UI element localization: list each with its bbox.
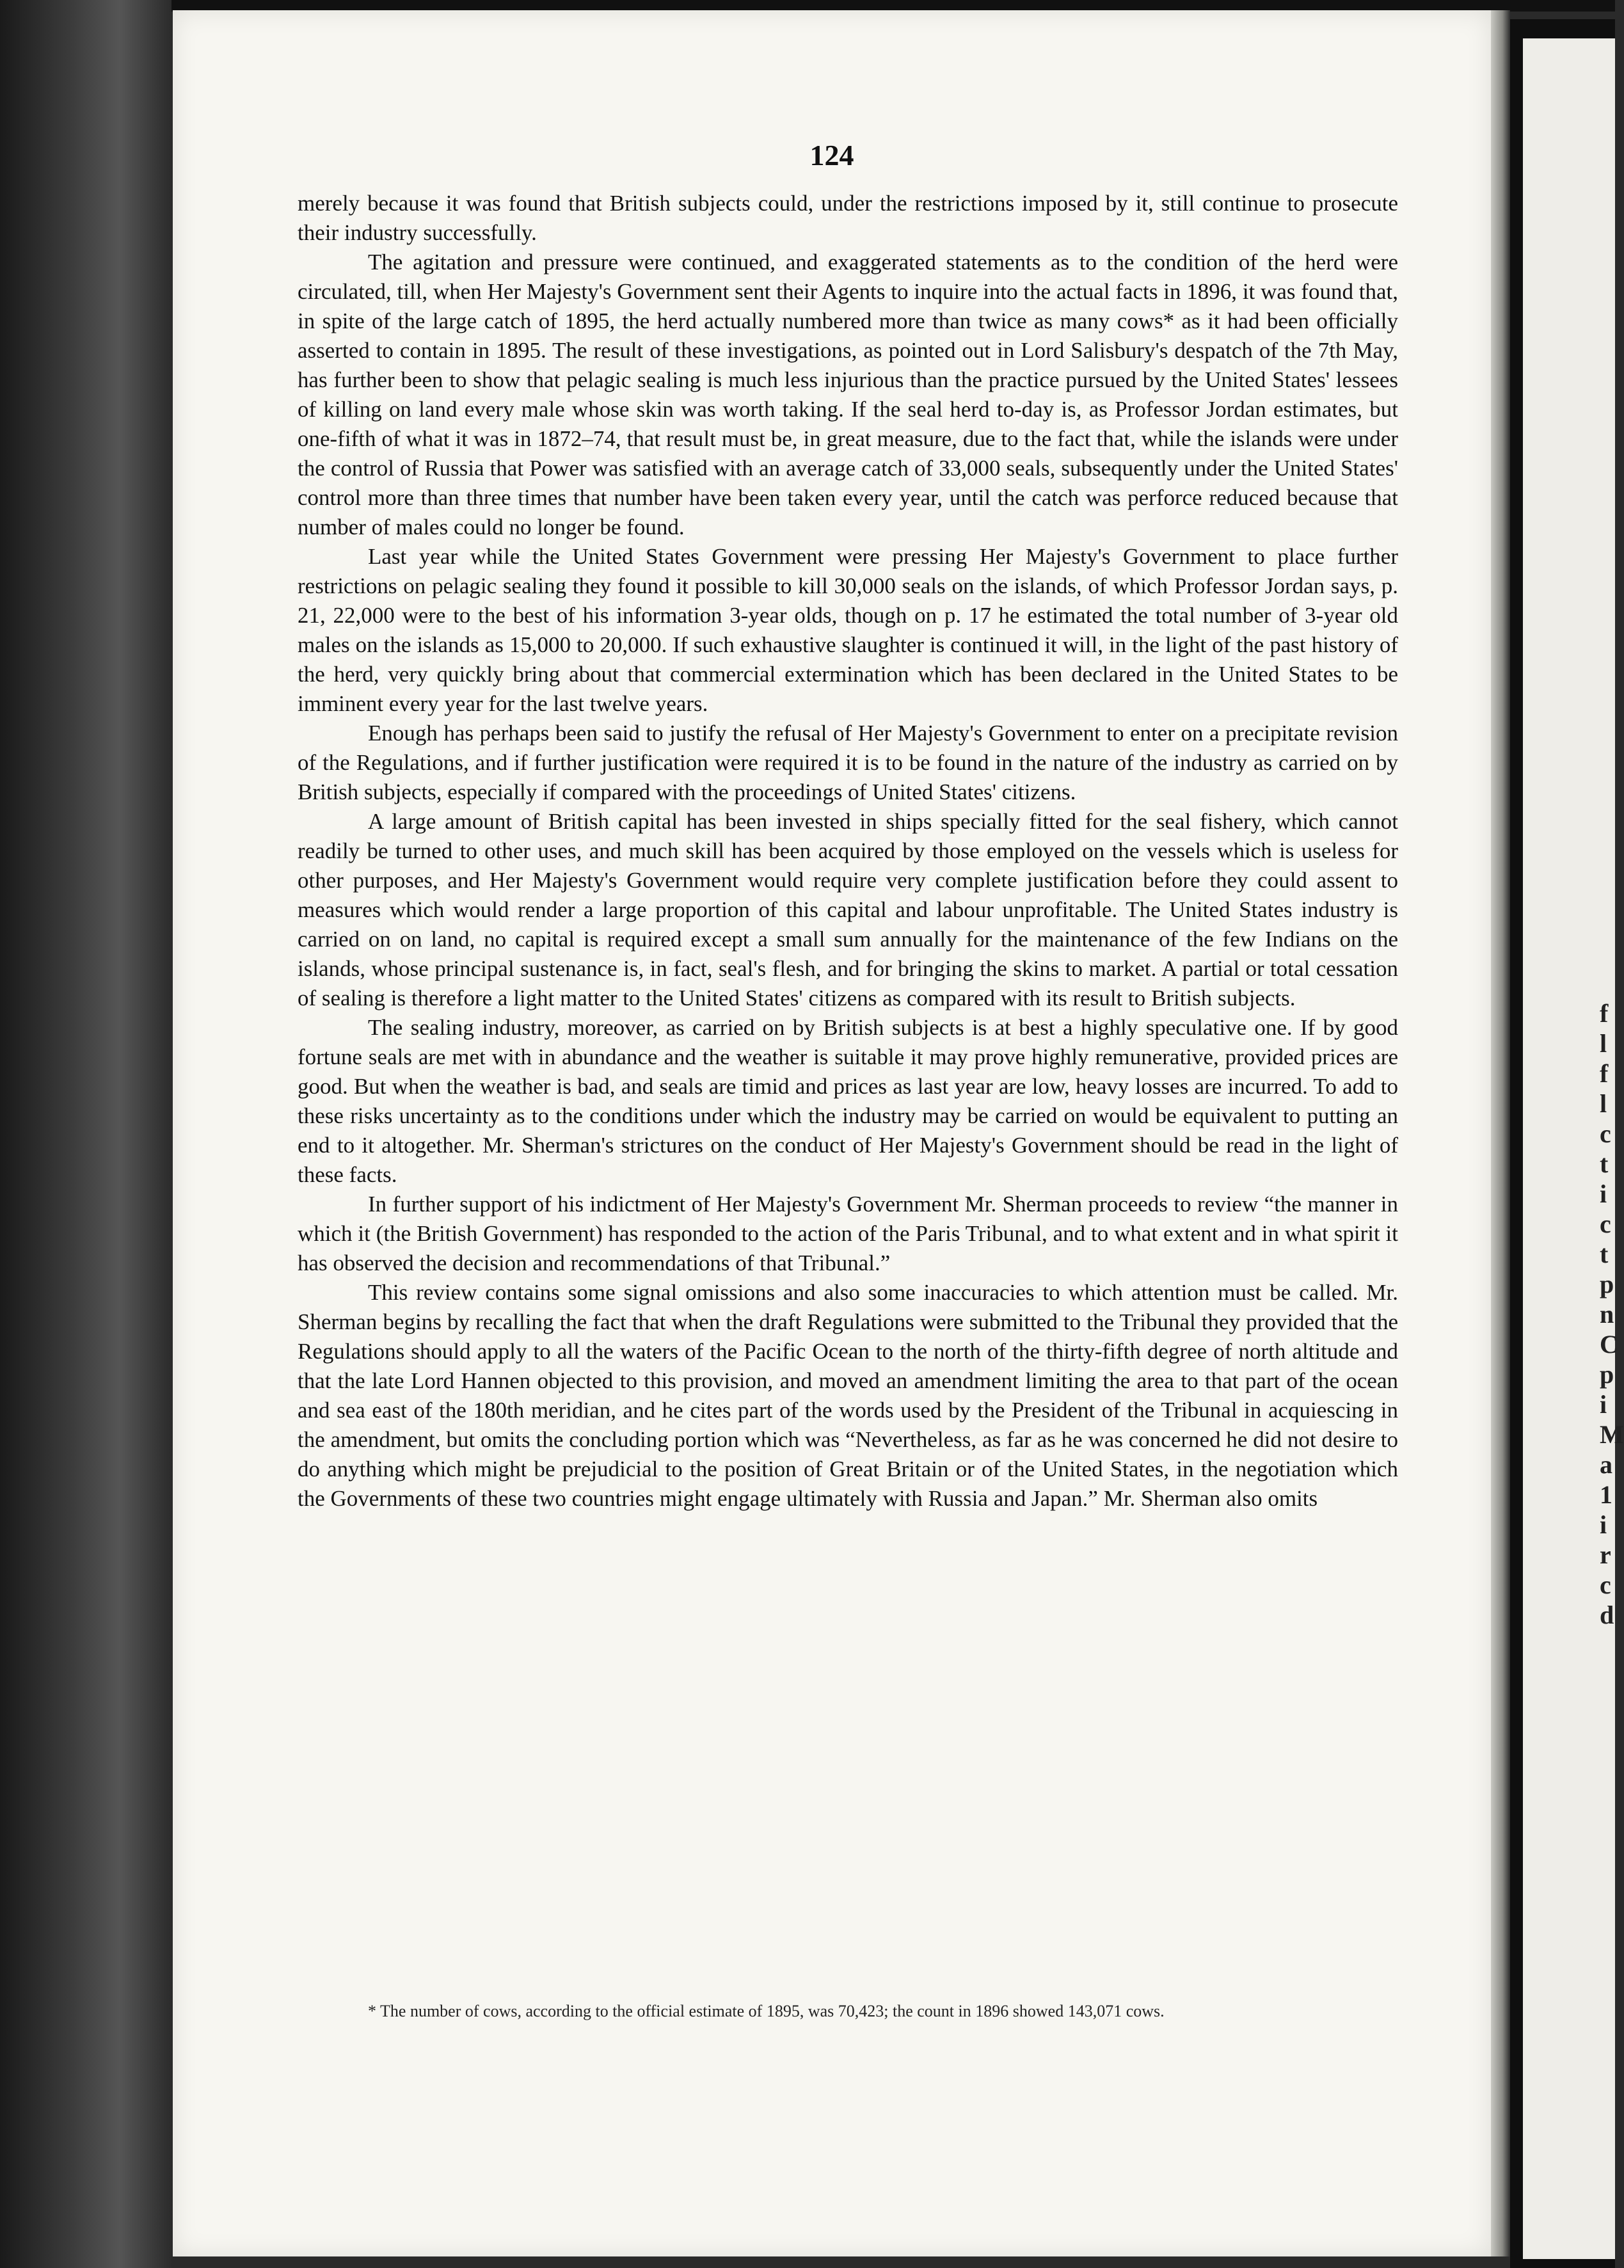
facing-page-letter: 1 (1600, 1480, 1612, 1509)
footnote: * The number of cows, according to the official estimate of 1895, was 70,423; the count in 1896 showed 143,071 cows. (368, 2002, 1165, 2020)
facing-page-letter: n (1600, 1300, 1614, 1329)
paragraph: The sealing industry, moreover, as carried on by British subjects is at best a highly speculative one. If by good fortune seals are met with in abundance and the weather is suitable it may prove highly remunerative, provided prices are good. But when the weather is bad, and seals are timid and prices as last year are low, heavy losses are incurred. To add to these risks uncertainty as to the conditions under which the industry may be carried on would be equivalent to putting an end to it altogether. Mr. Sherman's strictures on the conduct of Her Majesty's Government should be read in the light of these facts. (298, 1015, 1398, 1187)
paragraph: A large amount of British capital has been invested in ships specially fitted for the seal fishery, which cannot readily be turned to other uses, and much skill has been acquired by those employed on the vessels which is useless for other purposes, and Her Majesty's Government would require very complete justification before they could assent to measures which would render a large proportion of this capital and labour unprofitable. The United States industry is carried on on land, no capital is required except a small sum annually for the maintenance of the few Indians on the islands, whose principal sustenance is, in fact, seal's flesh, and for bringing the skins to market. A partial or total cessation of sealing is therefore a light matter to the United States' citizens as compared with its result to British subjects. (298, 809, 1398, 1010)
facing-page-letter: c (1600, 1119, 1611, 1148)
paragraph: Last year while the United States Government were pressing Her Majesty's Government to place further restrictions on pelagic sealing they found it possible to kill 30,000 seals on the islands, of which Professor Jordan says, p. 21, 22,000 were to the best of his information 3-year olds, though on p. 17 he estimated the total number of 3-year old males on the islands as 15,000 to 20,000. If such exhaustive slaughter is continued it will, in the light of the past history of the herd, very quickly bring about that commercial extermination which has been declared in the United States to be imminent every year for the last twelve years. (298, 544, 1398, 716)
facing-page-letter: c (1600, 1210, 1611, 1238)
book-spine-edge (0, 0, 171, 2268)
page-fold (1491, 10, 1510, 2256)
facing-page-letter: i (1600, 1390, 1607, 1419)
paragraph: This review contains some signal omissions and also some inaccuracies to which attention must be called. Mr. Sherman begins by recalling the fact that when the draft Regulations were submitted to the Tribunal they provided that the Regulations should apply to all the waters of the Pacific Ocean to the north of the thirty-fifth degree of north altitude and that the late Lord Hannen objected to this provision, and moved an amendment limiting the area to that part of the ocean and sea east of the 180th meridian, and he cites part of the words used by the President of the Tribunal in acquiescing in the amendment, but omits the concluding portion which was “Nevertheless, as far as he was concerned he did not desire to do anything which might be prejudicial to the position of Great Britain or of the United States, in the negotiation which the Governments of these two countries might engage ultimately with Russia and Japan.” Mr. Sherman also omits (298, 1280, 1398, 1511)
facing-page-letter: p (1600, 1360, 1614, 1389)
page-number: 124 (809, 139, 854, 172)
facing-page-letter: p (1600, 1270, 1614, 1298)
paragraph: merely because it was found that British subjects could, under the restrictions imposed by it, still continue to prosecute their industry successfully. (298, 191, 1398, 245)
facing-page-letters (1600, 998, 1624, 1630)
body-text (298, 189, 1398, 1513)
facing-page-letter: c (1600, 1570, 1611, 1599)
facing-page-letter: i (1600, 1510, 1607, 1539)
paragraph: Enough has perhaps been said to justify the refusal of Her Majesty's Government to enter on a precipitate revision of the Regulations, and if further justification were required it is to be found in the nature of the industry as carried on by British subjects, especially if compared with the proceedings of United States' citizens. (298, 721, 1398, 804)
facing-page-letter: a (1600, 1450, 1612, 1479)
facing-page-letter: f (1600, 999, 1609, 1028)
facing-page-letter: d (1600, 1601, 1614, 1629)
facing-page-letter: f (1600, 1059, 1609, 1088)
facing-page-letter: C (1600, 1330, 1618, 1359)
facing-page-letter: l (1600, 1089, 1607, 1118)
facing-page-letter: i (1600, 1179, 1607, 1208)
facing-page-letter: r (1600, 1540, 1611, 1569)
facing-page-letter: t (1600, 1240, 1609, 1268)
facing-page-letter: t (1600, 1149, 1609, 1178)
facing-page-letter: M (1600, 1420, 1624, 1449)
facing-page-letter: l (1600, 1029, 1607, 1058)
paragraph: The agitation and pressure were continued, and exaggerated statements as to the condition of the herd were circulated, till, when Her Majesty's Government sent their Agents to inquire into the actual facts in 1896, it was found that, in spite of the large catch of 1895, the herd actually numbered more than twice as many cows* as it had been officially asserted to contain in 1895. The result of these investigations, as pointed out in Lord Salisbury's despatch of the 7th May, has further been to show that pelagic sealing is much less injurious than the practice pursued by the United States' lessees of killing on land every male whose skin was worth taking. If the seal herd to-day is, as Professor Jordan estimates, but one-fifth of what it was in 1872–74, that result must be, in great measure, due to the fact that, while the islands were under the control of Russia that Power was satisfied with an average catch of 33,000 seals, subsequently under the United States' control more than three times that number have been taken every year, until the catch was perforce reduced because that number of males could no longer be found. (298, 250, 1398, 539)
paragraph: In further support of his indictment of Her Majesty's Government Mr. Sherman proceeds to review “the manner in which it (the British Government) has responded to the action of the Paris Tribunal, and to what extent and in what spirit it has observed the decision and recommendations of that Tribunal.” (298, 1192, 1398, 1275)
